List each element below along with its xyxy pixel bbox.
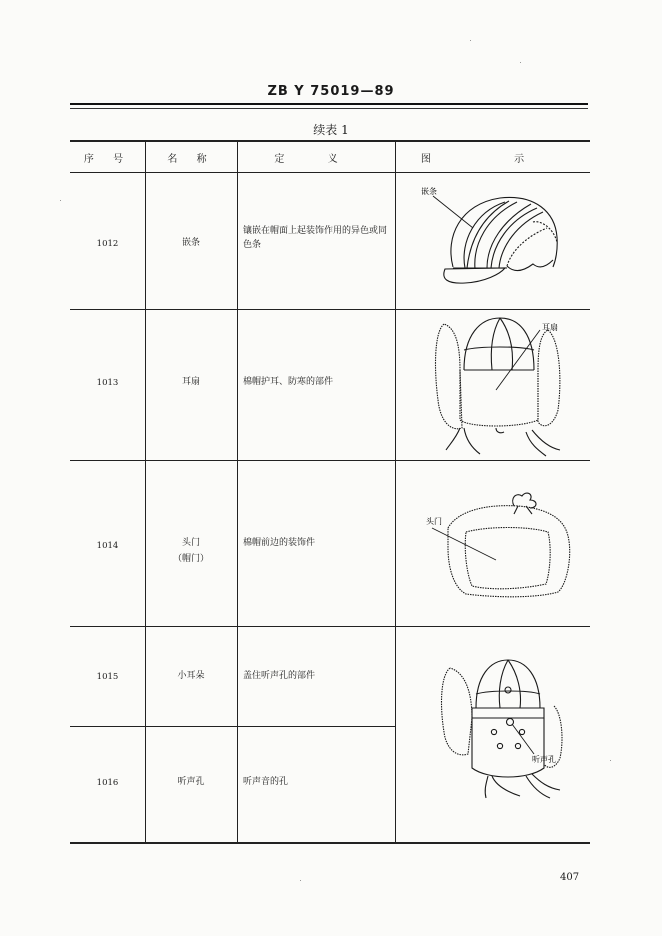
- row-seq: 1014: [96, 541, 119, 551]
- callout-label: 头门: [426, 517, 442, 526]
- header-bottom-border: [70, 172, 590, 173]
- callout-label: 听声孔: [532, 755, 556, 764]
- standard-code: ZB Y 75019—89: [267, 84, 395, 99]
- row-name: 耳扇: [181, 377, 200, 387]
- scan-speck: [470, 40, 471, 41]
- row-definition: 棉帽护耳、防寒的部件: [243, 377, 334, 387]
- table-title: 续表 1: [313, 123, 349, 137]
- row-name: 头门: [181, 538, 200, 548]
- row-definition: 镶嵌在帽面上起装饰作用的异色或同色条: [243, 226, 388, 250]
- piping-hat-drawing: [415, 182, 575, 297]
- table-bottom-border: [70, 842, 590, 844]
- row-divider: [70, 626, 590, 627]
- front-flap-hat-drawing: [418, 488, 583, 600]
- row-name: 嵌条: [181, 238, 200, 248]
- row-divider: [70, 460, 590, 461]
- scan-speck: [60, 200, 61, 201]
- scan-speck: [610, 760, 611, 761]
- table-top-border: [70, 140, 590, 142]
- row-seq: 1016: [96, 778, 119, 788]
- row-name: 听声孔: [177, 777, 205, 787]
- column-divider: [237, 140, 238, 843]
- column-header-definition: 定 义: [274, 154, 358, 165]
- scan-speck: [300, 880, 301, 881]
- callout-label: 耳扇: [542, 323, 558, 332]
- top-rule-thin: [70, 108, 588, 109]
- row-seq: 1015: [96, 672, 119, 682]
- column-header-seq: 序 号: [83, 154, 132, 165]
- earflap-hat-drawing: [420, 310, 590, 458]
- row-name: 小耳朵: [177, 671, 205, 681]
- top-rule: [70, 103, 588, 105]
- row-divider: [70, 726, 396, 727]
- column-header-figure: 图 示: [420, 154, 565, 165]
- scan-speck: [520, 62, 521, 63]
- ear-hole-hat-drawing: [428, 650, 588, 802]
- row-definition: 听声音的孔: [243, 777, 289, 787]
- row-name-alt: （帽门）: [172, 554, 209, 564]
- column-divider: [395, 140, 396, 843]
- row-definition: 棉帽前边的装饰件: [243, 538, 316, 548]
- page-number: 407: [560, 872, 580, 883]
- column-header-name: 名 称: [167, 154, 215, 165]
- row-seq: 1012: [96, 239, 119, 249]
- row-definition: 盖住听声孔的部件: [243, 671, 316, 681]
- row-seq: 1013: [96, 378, 119, 388]
- callout-label: 嵌条: [421, 187, 437, 196]
